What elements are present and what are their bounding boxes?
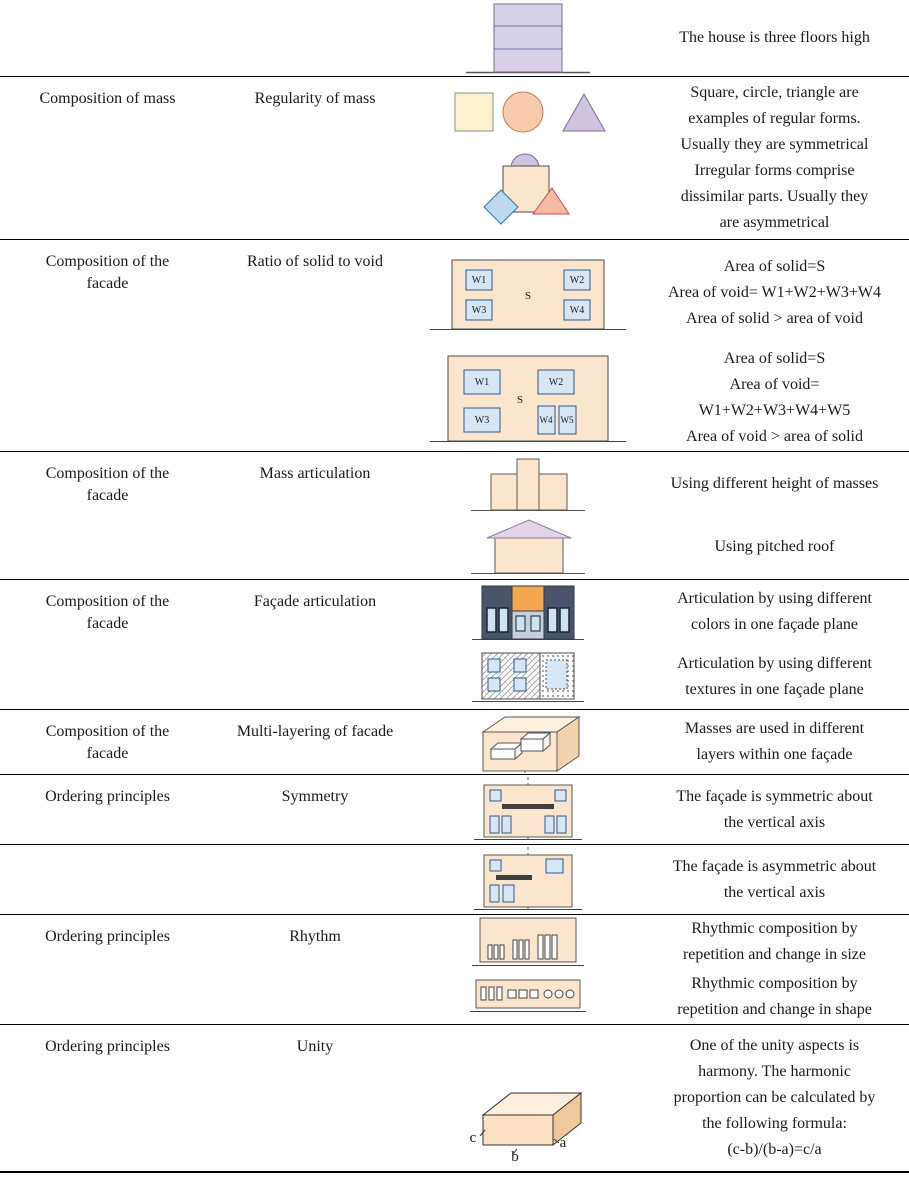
- principle-cell: [215, 452, 415, 579]
- diagram-text-pair: [415, 346, 909, 452]
- content-cell: [415, 845, 909, 914]
- canopy-bar: [496, 875, 532, 880]
- diagram-cell: [415, 517, 640, 577]
- description-line: harmony. The harmonic: [698, 1063, 851, 1080]
- diagram-cell: [415, 915, 640, 969]
- window: [555, 790, 566, 801]
- diagram-text-pair: [415, 0, 909, 76]
- table-row-regularity: [0, 77, 909, 240]
- stepped-masses-diagram: [463, 454, 593, 514]
- bar: [545, 935, 550, 959]
- window-w1-label: W1: [471, 274, 486, 286]
- principle-cell: [215, 775, 415, 844]
- regular-triangle: [563, 94, 605, 131]
- window: [548, 608, 557, 632]
- window-w5-label: W5: [560, 415, 573, 426]
- description-line: Area of void > area of solid: [686, 428, 863, 446]
- diagram-cell: [415, 1025, 640, 1171]
- table-row-asymmetry: [0, 845, 909, 915]
- window: [490, 885, 499, 902]
- floor-2: [494, 26, 562, 49]
- diagram-text-pair: [415, 452, 909, 516]
- rhythm-size-diagram: [468, 915, 588, 969]
- principle-cell: [215, 240, 415, 451]
- description-line: (c-b)/(b-a)=c/a: [727, 1141, 822, 1158]
- bar: [494, 945, 498, 959]
- mass-right: [539, 474, 567, 510]
- description-cell: [640, 716, 909, 768]
- window: [499, 608, 508, 632]
- description-line: Using different height of masses: [670, 474, 879, 492]
- window: [488, 659, 500, 672]
- window: [502, 816, 511, 833]
- table-row-solid-to-void: [0, 240, 909, 452]
- description-line: Area of void= W1+W2+W3+W4: [667, 283, 882, 301]
- description-line: Area of solid=S: [723, 350, 826, 368]
- principle-cell: [215, 580, 415, 709]
- edge-label-b: b: [510, 1149, 519, 1165]
- principle-label: Regularity of mass: [254, 90, 376, 107]
- edge-label-c: c: [469, 1130, 476, 1146]
- category-label: Ordering principles: [45, 1038, 170, 1055]
- description-cell: [640, 1025, 909, 1171]
- facade-four-windows-diagram: [428, 252, 628, 334]
- diagram-text-pair: [415, 710, 909, 774]
- window-w4-label: W4: [539, 415, 552, 426]
- bar: [552, 935, 557, 959]
- bar: [497, 987, 502, 1000]
- content-cell: [415, 775, 909, 844]
- rhythm-shape-diagram: [468, 978, 588, 1016]
- description-cell: [640, 346, 909, 450]
- description-line: Articulation by using different: [677, 590, 872, 608]
- table-row-three-floors: [0, 0, 909, 77]
- window: [546, 859, 563, 873]
- pitched-roof-diagram: [463, 517, 593, 577]
- diagram-text-pair: [415, 915, 909, 970]
- description-line: The façade is asymmetric about: [672, 857, 877, 875]
- description-line: The façade is symmetric about: [676, 787, 873, 805]
- description-line: repetition and change in size: [682, 946, 867, 964]
- principle-label: Multi-layering of facade: [236, 723, 394, 740]
- box-front-face: [483, 1115, 553, 1145]
- diagram-cell: [415, 978, 640, 1016]
- description-line: proportion can be calculated by: [673, 1089, 876, 1106]
- bar: [525, 940, 529, 959]
- description-line: Area of void=: [729, 376, 820, 394]
- window: [490, 790, 501, 801]
- category-cell: [0, 1025, 215, 1171]
- window: [488, 678, 500, 691]
- diagram-text-pair: [415, 240, 909, 346]
- multi-layer-box-diagram: [463, 711, 593, 773]
- description-cell: [640, 80, 909, 236]
- description-cell: [640, 471, 909, 497]
- window-w3-label: W3: [474, 415, 489, 427]
- category-label: Composition of the facade: [45, 253, 170, 292]
- window: [531, 616, 540, 631]
- diagram-text-pair: [415, 516, 909, 580]
- principle-label: Façade articulation: [253, 593, 377, 610]
- orange-block: [512, 586, 544, 611]
- circle: [566, 990, 574, 998]
- description-line: repetition and change in shape: [677, 1000, 872, 1018]
- category-label: Composition of mass: [39, 90, 176, 107]
- window: [545, 816, 554, 833]
- principle-cell: [215, 845, 415, 914]
- diagram-cell: [415, 649, 640, 705]
- category-cell: [0, 240, 215, 451]
- bar: [513, 940, 517, 959]
- inner-box-front: [491, 749, 515, 759]
- category-cell: [0, 77, 215, 239]
- diagram-cell: [415, 777, 640, 843]
- solid-area-label: S: [524, 289, 531, 302]
- window: [514, 678, 526, 691]
- window-w2-label: W2: [569, 274, 584, 286]
- content-cell: [415, 0, 909, 76]
- description-line: Irregular forms comprise: [694, 162, 855, 179]
- window: [490, 860, 501, 871]
- description-line: One of the unity aspects is: [689, 1037, 860, 1054]
- principle-cell: [215, 77, 415, 239]
- window: [487, 608, 496, 632]
- description-line: Rhythmic composition by: [691, 920, 858, 938]
- table-row-symmetry: [0, 775, 909, 845]
- category-label: Composition of the facade: [45, 723, 170, 762]
- window: [514, 659, 526, 672]
- textured-facade-diagram: [466, 649, 590, 705]
- diagram-cell: [415, 88, 640, 228]
- principle-cell: [215, 710, 415, 774]
- table-row-multi-layering: [0, 710, 909, 775]
- diagram-cell: [415, 581, 640, 643]
- principle-label: Ratio of solid to void: [247, 253, 383, 270]
- category-cell: [0, 710, 215, 774]
- square: [508, 990, 516, 998]
- principle-cell: [215, 0, 415, 76]
- diagram-text-pair: [415, 77, 909, 239]
- regular-square: [455, 93, 493, 131]
- category-label: Composition of the facade: [45, 465, 170, 504]
- window: [490, 816, 499, 833]
- content-cell: [415, 710, 909, 774]
- bar: [500, 945, 504, 959]
- colored-facade-diagram: [466, 581, 590, 643]
- description-line: The house is three floors high: [679, 29, 870, 46]
- regular-circle: [503, 92, 543, 132]
- window: [516, 616, 525, 631]
- bar: [481, 987, 486, 1000]
- description-line: dissimilar parts. Usually they: [680, 188, 869, 205]
- category-cell: [0, 775, 215, 844]
- category-cell: [0, 0, 215, 76]
- description-line: the vertical axis: [723, 813, 826, 831]
- category-cell: [0, 452, 215, 579]
- category-cell: [0, 580, 215, 709]
- diagram-text-pair: [415, 645, 909, 710]
- content-cell: [415, 1025, 909, 1171]
- table-row-facade-articulation: [0, 580, 909, 710]
- content-cell: [415, 580, 909, 709]
- principle-label: Mass articulation: [259, 465, 371, 482]
- description-cell: [640, 651, 909, 703]
- description-line: Area of solid > area of void: [686, 309, 863, 327]
- house-wall: [495, 538, 563, 573]
- description-line: examples of regular forms.: [688, 110, 861, 127]
- table-row-mass-articulation: [0, 452, 909, 580]
- circle: [555, 990, 563, 998]
- category-label: Ordering principles: [45, 788, 170, 805]
- description-line: Area of solid=S: [723, 257, 826, 275]
- content-cell: [415, 452, 909, 579]
- description-cell: [640, 784, 909, 836]
- description-cell: [640, 25, 909, 51]
- diagram-cell: [415, 252, 640, 334]
- square: [530, 990, 538, 998]
- table-row-rhythm: [0, 915, 909, 1025]
- diagram-cell: [415, 350, 640, 446]
- circle: [544, 990, 552, 998]
- principle-cell: [215, 915, 415, 1024]
- category-cell: [0, 845, 215, 914]
- diagram-cell: [415, 711, 640, 773]
- bar: [489, 987, 494, 1000]
- facade-five-windows-diagram: [428, 350, 628, 446]
- description-line: layers within one façade: [696, 746, 853, 763]
- description-line: the following formula:: [702, 1115, 847, 1132]
- description-cell: [640, 586, 909, 638]
- description-line: Masses are used in different: [684, 720, 865, 737]
- bar: [519, 940, 523, 959]
- description-cell: [640, 916, 909, 968]
- asymmetric-facade-diagram: [466, 847, 590, 913]
- mass-left: [491, 474, 517, 510]
- regular-shapes-diagram: [443, 88, 613, 136]
- description-line: are asymmetrical: [719, 214, 830, 231]
- symmetric-facade-diagram: [466, 777, 590, 843]
- bar: [538, 935, 543, 959]
- description-cell: [640, 971, 909, 1023]
- principle-label: Rhythm: [289, 928, 341, 945]
- canopy-bar: [502, 804, 554, 809]
- content-cell: [415, 77, 909, 239]
- category-label: Ordering principles: [45, 928, 170, 945]
- square: [519, 990, 527, 998]
- principle-label: Symmetry: [281, 788, 349, 805]
- description-cell: [640, 254, 909, 332]
- diagram-text-pair: [415, 775, 909, 844]
- inner-box-front: [521, 739, 543, 751]
- content-cell: [415, 240, 909, 451]
- description-cell: [640, 854, 909, 906]
- description-line: Using pitched roof: [714, 538, 835, 556]
- diagram-text-pair: [415, 1025, 909, 1171]
- diagram-cell: [415, 847, 640, 913]
- floor-3: [494, 4, 562, 26]
- window-w3-label: W3: [471, 304, 486, 316]
- content-cell: [415, 915, 909, 1024]
- window-dotted-frame: [546, 660, 567, 689]
- pitched-roof: [487, 520, 571, 538]
- description-line: W1+W2+W3+W4+W5: [698, 402, 851, 420]
- harmonic-box-diagram: [453, 1073, 603, 1165]
- category-cell: [0, 915, 215, 1024]
- description-line: Usually they are symmetrical: [680, 136, 869, 153]
- window-w2-label: W2: [548, 377, 563, 389]
- category-label: Composition of the facade: [45, 593, 170, 632]
- description-line: Articulation by using different: [677, 654, 872, 672]
- irregular-shapes-diagram: [473, 150, 583, 228]
- description-line: textures in one façade plane: [685, 680, 864, 698]
- description-line: colors in one façade plane: [690, 616, 859, 634]
- window: [560, 608, 569, 632]
- description-cell: [640, 534, 909, 560]
- three-floor-house-diagram: [458, 1, 598, 75]
- window: [557, 816, 566, 833]
- window: [503, 885, 514, 902]
- window-w1-label: W1: [474, 377, 489, 389]
- description-line: Square, circle, triangle are: [690, 84, 859, 101]
- floor-1: [494, 49, 562, 72]
- description-line: Rhythmic composition by: [691, 974, 858, 992]
- bar: [488, 945, 492, 959]
- diagram-cell: [415, 454, 640, 514]
- mass-center-tall: [517, 459, 539, 510]
- table-row-unity: [0, 1025, 909, 1173]
- window-w4-label: W4: [569, 304, 584, 316]
- diagram-cell: [415, 1, 640, 75]
- edge-label-a: a: [559, 1135, 566, 1151]
- diagram-text-pair: [415, 845, 909, 914]
- solid-area-label: S: [516, 394, 523, 407]
- diagram-text-pair: [415, 580, 909, 645]
- description-line: the vertical axis: [723, 883, 826, 901]
- principle-cell: [215, 1025, 415, 1171]
- diagram-text-pair: [415, 970, 909, 1025]
- principle-label: Unity: [296, 1038, 334, 1055]
